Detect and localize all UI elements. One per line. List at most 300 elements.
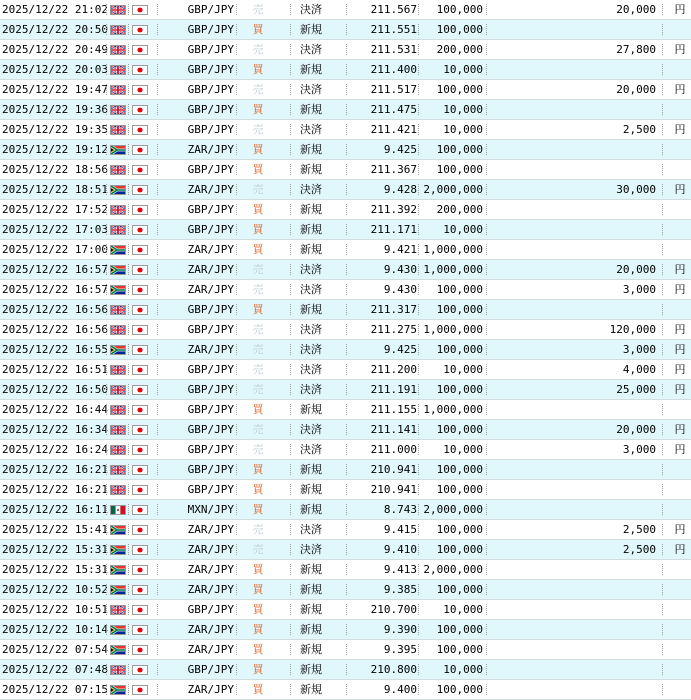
column-separator [290,584,291,595]
profit-cell: 20,000 [616,423,656,436]
trade-type-cell: 新規 [300,463,322,476]
datetime-cell: 2025/12/22 16:11 [2,503,108,516]
table-row[interactable] [0,400,691,420]
side-cell: 売 [252,83,264,96]
column-separator [106,44,107,55]
price-cell: 9.430 [383,263,417,276]
column-separator [346,664,347,675]
price-cell: 211.191 [370,383,417,396]
table-row[interactable] [0,120,691,140]
profit-cell [560,500,656,519]
uk-flag-icon [110,385,126,395]
column-separator [128,524,129,535]
currency-pair-cell: GBP/JPY [187,163,234,176]
datetime-cell: 2025/12/22 16:24 [2,443,108,456]
table-row[interactable] [0,620,691,640]
uk-flag-icon [110,25,126,35]
table-row[interactable] [0,220,691,240]
column-separator [290,224,291,235]
table-row[interactable] [0,520,691,540]
table-row[interactable] [0,80,691,100]
column-separator [346,524,347,535]
table-row[interactable] [0,200,691,220]
column-separator [236,304,237,315]
japan-flag-icon [132,525,148,535]
currency-pair-cell: GBP/JPY [187,223,234,236]
column-separator [106,504,107,515]
mexico-flag-icon [110,505,126,515]
datetime-cell: 2025/12/22 16:50 [2,383,108,396]
column-separator [106,424,107,435]
column-separator [106,124,107,135]
currency-pair-cell: GBP/JPY [187,483,234,496]
japan-flag-icon [132,385,148,395]
table-row[interactable] [0,140,691,160]
side-cell: 売 [252,43,264,56]
column-separator [418,544,419,555]
side-cell: 買 [252,483,264,496]
japan-flag-icon [132,585,148,595]
column-separator [346,464,347,475]
side-cell: 売 [252,323,264,336]
japan-flag-icon [132,485,148,495]
uk-flag-icon [110,465,126,475]
side-cell: 買 [252,303,264,316]
column-separator [290,244,291,255]
quantity-cell: 10,000 [443,443,483,456]
side-cell: 売 [252,183,264,196]
column-separator [346,344,347,355]
column-separator [236,424,237,435]
column-separator [486,524,487,535]
column-separator [106,64,107,75]
quantity-cell: 100,000 [436,423,483,436]
column-separator [486,564,487,575]
column-separator [236,104,237,115]
japan-flag-icon [132,565,148,575]
trade-type-cell: 新規 [300,163,322,176]
table-row[interactable] [0,540,691,560]
column-separator [486,664,487,675]
profit-cell [560,200,656,219]
quantity-cell: 100,000 [436,143,483,156]
datetime-cell: 2025/12/22 16:55 [2,343,108,356]
column-separator [236,464,237,475]
column-separator [236,524,237,535]
column-separator [128,484,129,495]
column-separator [290,204,291,215]
column-separator [662,184,663,195]
column-separator [106,384,107,395]
japan-flag-icon [132,25,148,35]
price-cell: 210.700 [370,603,417,616]
datetime-cell: 2025/12/22 15:41 [2,523,108,536]
column-separator [128,64,129,75]
quantity-cell: 200,000 [436,43,483,56]
column-separator [486,284,487,295]
column-separator [662,464,663,475]
quantity-cell: 200,000 [436,203,483,216]
column-separator [128,4,129,15]
uk-flag-icon [110,225,126,235]
japan-flag-icon [132,685,148,695]
quantity-cell: 1,000,000 [423,243,483,256]
trade-type-cell: 決済 [300,183,322,196]
japan-flag-icon [132,145,148,155]
side-cell: 売 [252,3,264,16]
currency-pair-cell: ZAR/JPY [187,683,234,696]
currency-pair-cell: ZAR/JPY [187,183,234,196]
price-cell: 9.428 [383,183,417,196]
column-separator [157,404,158,415]
column-separator [157,304,158,315]
trade-type-cell: 決済 [300,423,322,436]
table-row[interactable] [0,580,691,600]
datetime-cell: 2025/12/22 19:47 [2,83,108,96]
column-separator [418,24,419,35]
column-separator [486,424,487,435]
south-africa-flag-icon [110,265,126,275]
price-cell: 9.385 [383,583,417,596]
south-africa-flag-icon [110,565,126,575]
trade-type-cell: 新規 [300,483,322,496]
side-cell: 売 [252,263,264,276]
column-separator [290,304,291,315]
column-separator [157,224,158,235]
side-cell: 買 [252,603,264,616]
column-separator [346,324,347,335]
currency-pair-cell: ZAR/JPY [187,343,234,356]
currency-pair-cell: ZAR/JPY [187,143,234,156]
column-separator [157,124,158,135]
column-separator [106,344,107,355]
currency-pair-cell: GBP/JPY [187,23,234,36]
column-separator [128,84,129,95]
side-cell: 売 [252,543,264,556]
yen-unit-label [672,20,688,39]
column-separator [418,684,419,695]
currency-pair-cell: ZAR/JPY [187,583,234,596]
table-row[interactable] [0,20,691,40]
column-separator [418,444,419,455]
column-separator [128,564,129,575]
datetime-cell: 2025/12/22 16:56 [2,323,108,336]
uk-flag-icon [110,205,126,215]
quantity-cell: 10,000 [443,223,483,236]
column-separator [128,344,129,355]
profit-cell: 3,000 [622,283,656,296]
column-separator [346,64,347,75]
table-row[interactable] [0,680,691,700]
column-separator [486,104,487,115]
profit-cell [560,580,656,599]
price-cell: 211.367 [370,163,417,176]
datetime-cell: 2025/12/22 17:03 [2,223,108,236]
table-row[interactable] [0,340,691,360]
trade-type-cell: 決済 [300,83,322,96]
column-separator [128,424,129,435]
column-separator [106,644,107,655]
column-separator [106,404,107,415]
japan-flag-icon [132,5,148,15]
column-separator [418,604,419,615]
column-separator [157,344,158,355]
column-separator [662,684,663,695]
column-separator [486,644,487,655]
trade-type-cell: 決済 [300,43,322,56]
column-separator [418,104,419,115]
column-separator [346,484,347,495]
currency-pair-cell: GBP/JPY [187,103,234,116]
yen-unit-label [672,640,688,659]
profit-cell [560,100,656,119]
currency-pair-cell: ZAR/JPY [187,563,234,576]
quantity-cell: 10,000 [443,63,483,76]
uk-flag-icon [110,325,126,335]
yen-unit-label: 円 [674,323,686,336]
table-row[interactable] [0,100,691,120]
column-separator [157,624,158,635]
profit-cell: 3,000 [622,343,656,356]
column-separator [128,244,129,255]
table-row[interactable] [0,280,691,300]
south-africa-flag-icon [110,685,126,695]
table-row[interactable] [0,440,691,460]
column-separator [418,244,419,255]
column-separator [106,304,107,315]
japan-flag-icon [132,505,148,515]
column-separator [106,444,107,455]
quantity-cell: 10,000 [443,123,483,136]
column-separator [236,324,237,335]
table-row[interactable] [0,420,691,440]
side-cell: 買 [252,623,264,636]
yen-unit-label: 円 [674,3,686,16]
column-separator [236,64,237,75]
column-separator [290,624,291,635]
quantity-cell: 100,000 [436,383,483,396]
column-separator [662,164,663,175]
price-cell: 211.531 [370,43,417,56]
price-cell: 9.395 [383,643,417,656]
column-separator [236,624,237,635]
trade-type-cell: 新規 [300,623,322,636]
trade-type-cell: 決済 [300,283,322,296]
currency-pair-cell: ZAR/JPY [187,283,234,296]
table-row[interactable] [0,300,691,320]
column-separator [418,264,419,275]
column-separator [157,204,158,215]
column-separator [346,144,347,155]
column-separator [157,464,158,475]
price-cell: 8.743 [383,503,417,516]
column-separator [486,324,487,335]
profit-cell [560,460,656,479]
table-row[interactable] [0,60,691,80]
column-separator [346,384,347,395]
column-separator [128,684,129,695]
trade-type-cell: 新規 [300,143,322,156]
south-africa-flag-icon [110,545,126,555]
datetime-cell: 2025/12/22 16:56 [2,303,108,316]
column-separator [418,204,419,215]
quantity-cell: 100,000 [436,23,483,36]
table-row[interactable] [0,260,691,280]
column-separator [486,384,487,395]
column-separator [486,624,487,635]
datetime-cell: 2025/12/22 20:03 [2,63,108,76]
japan-flag-icon [132,345,148,355]
yen-unit-label: 円 [674,543,686,556]
column-separator [486,124,487,135]
column-separator [346,424,347,435]
column-separator [128,304,129,315]
column-separator [418,184,419,195]
column-separator [346,504,347,515]
column-separator [290,24,291,35]
table-row[interactable] [0,360,691,380]
price-cell: 9.421 [383,243,417,256]
column-separator [236,124,237,135]
column-separator [662,344,663,355]
column-separator [157,484,158,495]
column-separator [486,684,487,695]
south-africa-flag-icon [110,145,126,155]
column-separator [486,344,487,355]
currency-pair-cell: GBP/JPY [187,383,234,396]
column-separator [662,304,663,315]
column-separator [418,404,419,415]
column-separator [290,344,291,355]
profit-cell: 2,500 [622,523,656,536]
japan-flag-icon [132,605,148,615]
column-separator [128,664,129,675]
column-separator [346,164,347,175]
currency-pair-cell: ZAR/JPY [187,523,234,536]
south-africa-flag-icon [110,285,126,295]
table-row[interactable] [0,160,691,180]
profit-cell: 25,000 [616,383,656,396]
column-separator [157,44,158,55]
trade-type-cell: 新規 [300,583,322,596]
table-row[interactable] [0,0,691,20]
column-separator [106,664,107,675]
column-separator [157,444,158,455]
side-cell: 売 [252,383,264,396]
side-cell: 買 [252,583,264,596]
quantity-cell: 10,000 [443,103,483,116]
side-cell: 買 [252,203,264,216]
column-separator [418,84,419,95]
table-row[interactable] [0,500,691,520]
yen-unit-label [672,660,688,679]
column-separator [106,244,107,255]
profit-cell [560,680,656,699]
profit-cell [560,240,656,259]
column-separator [662,504,663,515]
table-row[interactable] [0,460,691,480]
column-separator [662,564,663,575]
column-separator [346,604,347,615]
side-cell: 買 [252,23,264,36]
column-separator [290,124,291,135]
column-separator [418,644,419,655]
column-separator [662,624,663,635]
column-separator [128,24,129,35]
column-separator [486,504,487,515]
japan-flag-icon [132,645,148,655]
price-cell: 9.390 [383,623,417,636]
column-separator [128,164,129,175]
column-separator [157,164,158,175]
column-separator [106,484,107,495]
table-row[interactable] [0,660,691,680]
price-cell: 210.800 [370,663,417,676]
column-separator [290,544,291,555]
column-separator [346,184,347,195]
column-separator [128,184,129,195]
table-row[interactable] [0,640,691,660]
table-row[interactable] [0,320,691,340]
trade-type-cell: 新規 [300,303,322,316]
trade-type-cell: 新規 [300,63,322,76]
column-separator [662,4,663,15]
table-row[interactable] [0,180,691,200]
column-separator [157,284,158,295]
table-row[interactable] [0,40,691,60]
datetime-cell: 2025/12/22 16:21 [2,483,108,496]
side-cell: 買 [252,243,264,256]
currency-pair-cell: ZAR/JPY [187,543,234,556]
column-separator [106,524,107,535]
side-cell: 買 [252,683,264,696]
table-row[interactable] [0,380,691,400]
side-cell: 売 [252,443,264,456]
column-separator [236,244,237,255]
profit-cell [560,660,656,679]
table-row[interactable] [0,240,691,260]
profit-cell [560,400,656,419]
column-separator [486,404,487,415]
datetime-cell: 2025/12/22 10:14 [2,623,108,636]
yen-unit-label [672,400,688,419]
column-separator [290,104,291,115]
column-separator [128,644,129,655]
column-separator [662,644,663,655]
column-separator [346,124,347,135]
column-separator [157,264,158,275]
profit-cell [560,300,656,319]
column-separator [486,144,487,155]
table-row[interactable] [0,560,691,580]
uk-flag-icon [110,45,126,55]
datetime-cell: 2025/12/22 15:31 [2,563,108,576]
side-cell: 売 [252,123,264,136]
datetime-cell: 2025/12/22 20:49 [2,43,108,56]
table-row[interactable] [0,600,691,620]
yen-unit-label: 円 [674,283,686,296]
yen-unit-label: 円 [674,263,686,276]
table-row[interactable] [0,480,691,500]
column-separator [290,504,291,515]
column-separator [128,364,129,375]
column-separator [157,524,158,535]
column-separator [236,584,237,595]
quantity-cell: 2,000,000 [423,563,483,576]
profit-cell [560,140,656,159]
japan-flag-icon [132,445,148,455]
column-separator [106,604,107,615]
